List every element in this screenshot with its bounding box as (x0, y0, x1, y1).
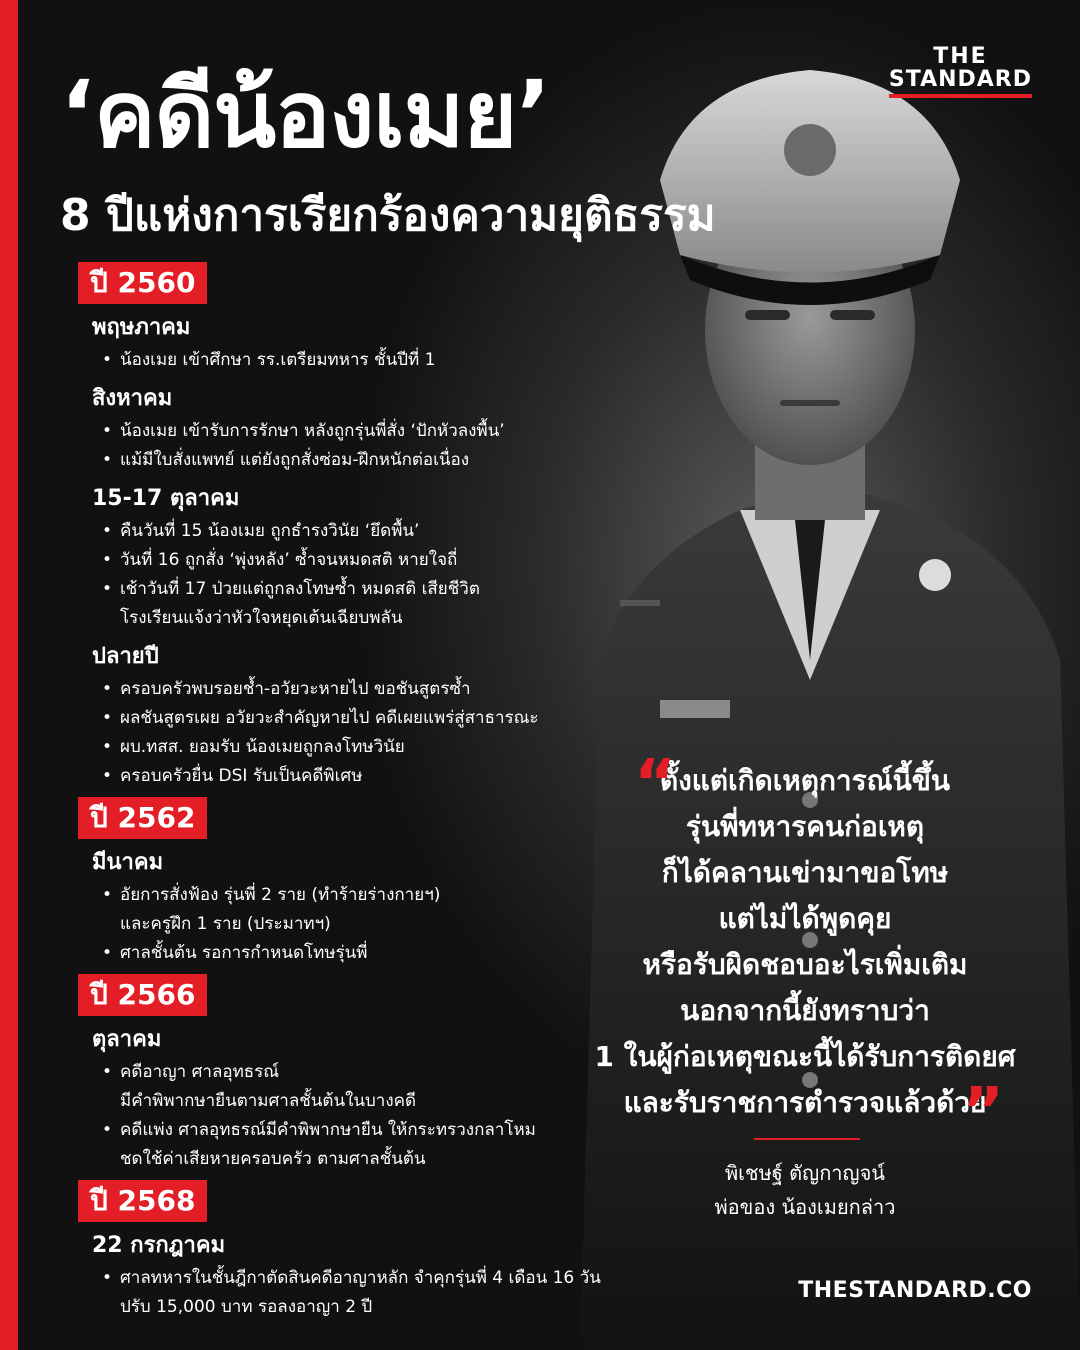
page-title: ‘คดีน้องเมย’ (60, 61, 551, 168)
quote-line: หรือรับผิดชอบอะไรเพิ่มเติม (642, 948, 968, 981)
event-list (78, 517, 638, 633)
event-list (78, 346, 638, 375)
website-url: THESTANDARD.CO (798, 1278, 1032, 1303)
open-quote-icon: “ (634, 747, 677, 821)
list-item-continuation: ชดใช้ค่าเสียหายครอบครัว ตามศาลชั้นต้น (120, 1149, 426, 1169)
quote-line: ก็ได้คลานเข่ามาขอโทษ (661, 856, 949, 889)
list-item: • ศาลชั้นต้น รอการกำหนดโทษรุ่นพี่ (108, 939, 638, 968)
list-item-continuation: มีคำพิพากษายืนตามศาลชั้นต้นในบางคดี (120, 1091, 417, 1111)
attribution-role: พ่อของ น้องเมยกล่าว (714, 1195, 896, 1219)
brand-logo (889, 46, 1032, 98)
logo-underline (889, 94, 1032, 98)
quote-line: และรับราชการตำรวจแล้วด้วย (623, 1086, 987, 1119)
quote-line: รุ่นพี่ทหารคนก่อเหตุ (685, 810, 925, 843)
list-item: • ครอบครัวพบรอยช้ำ-อวัยวะหายไป ขอชันสูตรซ้ำ (108, 675, 638, 704)
list-item: • ครอบครัวยื่น DSI รับเป็นคดีพิเศษ (108, 762, 638, 791)
list-item: • เช้าวันที่ 17 ป่วยแต่ถูกลงโทษซ้ำ หมดสติ เสียชีวิต (108, 575, 638, 604)
month-heading: ตุลาคม (92, 1027, 162, 1052)
month-heading: 15-17 ตุลาคม (92, 486, 240, 511)
list-item: • ศาลทหารในชั้นฎีกาตัดสินคดีอาญาหลัก จำคุกรุ่นพี่ 4 เดือน 16 วัน (108, 1264, 638, 1293)
list-item: • คดีแพ่ง ศาลอุทธรณ์มีคำพิพากษายืน ให้กระทรวงกลาโหม (108, 1116, 638, 1145)
list-item-continuation: โรงเรียนแจ้งว่าหัวใจหยุดเต้นเฉียบพลัน (120, 608, 403, 628)
event-list (78, 417, 638, 475)
pull-quote (570, 747, 1040, 1149)
logo-top-text: THE (933, 44, 988, 69)
event-list (78, 1058, 638, 1174)
list-item: • แม้มีใบสั่งแพทย์ แต่ยังถูกสั่งซ่อม-ฝึกหนักต่อเนื่อง (108, 446, 638, 475)
event-list (78, 881, 638, 968)
event-list (78, 675, 638, 791)
year-badge: ปี 2568 (78, 1180, 207, 1222)
list-item: • น้องเมย เข้าศึกษา รร.เตรียมทหาร ชั้นปีที่ 1 (108, 346, 638, 375)
quote-line: แต่ไม่ได้พูดคุย (718, 902, 892, 935)
list-item: • อัยการสั่งฟ้อง รุ่นพี่ 2 ราย (ทำร้ายร่างกายฯ) (108, 881, 638, 910)
list-item: • ผบ.ทสส. ยอมรับ น้องเมยถูกลงโทษวินัย (108, 733, 638, 762)
month-heading: พฤษภาคม (92, 315, 191, 340)
list-item-continuation: ปรับ 15,000 บาท รอลงอาญา 2 ปี (120, 1297, 373, 1317)
month-heading: สิงหาคม (92, 386, 173, 411)
list-item: • ผลชันสูตรเผย อวัยวะสำคัญหายไป คดีเผยแพร่สู่สาธารณะ (108, 704, 638, 733)
timeline (78, 256, 638, 1322)
attribution-name: พิเชษฐ์ ตัญกาญจน์ (725, 1161, 885, 1185)
year-badge: ปี 2566 (78, 974, 207, 1016)
page-subtitle: 8 ปีแห่งการเรียกร้องความยุติธรรม (60, 190, 716, 241)
quote-line: นอกจากนี้ยังทราบว่า (680, 994, 930, 1027)
quote-line: ตั้งแต่เกิดเหตุการณ์นี้ขึ้น (659, 764, 951, 797)
month-heading: มีนาคม (92, 850, 164, 875)
list-item: • คดีอาญา ศาลอุทธรณ์ (108, 1058, 638, 1087)
year-badge: ปี 2560 (78, 262, 207, 304)
event-list (78, 1264, 638, 1322)
list-item-continuation: และครูฝึก 1 ราย (ประมาทฯ) (120, 914, 331, 934)
quote-line: 1 ในผู้ก่อเหตุขณะนี้ได้รับการติดยศ (594, 1040, 1016, 1073)
logo-bottom-text: STANDARD (888, 67, 1032, 92)
quote-attribution (640, 1156, 970, 1224)
list-item: • วันที่ 16 ถูกสั่ง ‘พุ่งหลัง’ ซ้ำจนหมดสติ หายใจถี่ (108, 546, 638, 575)
year-badge: ปี 2562 (78, 797, 207, 839)
month-heading: 22 กรกฎาคม (92, 1233, 226, 1258)
quote-divider (754, 1138, 860, 1140)
close-quote-icon: ” (961, 1075, 1004, 1149)
accent-side-bar (0, 0, 18, 1350)
list-item: • คืนวันที่ 15 น้องเมย ถูกธำรงวินัย ‘ยึดพื้น’ (108, 517, 638, 546)
list-item: • น้องเมย เข้ารับการรักษา หลังถูกรุ่นพี่สั่ง ‘ปักหัวลงพื้น’ (108, 417, 638, 446)
month-heading: ปลายปี (92, 644, 159, 669)
